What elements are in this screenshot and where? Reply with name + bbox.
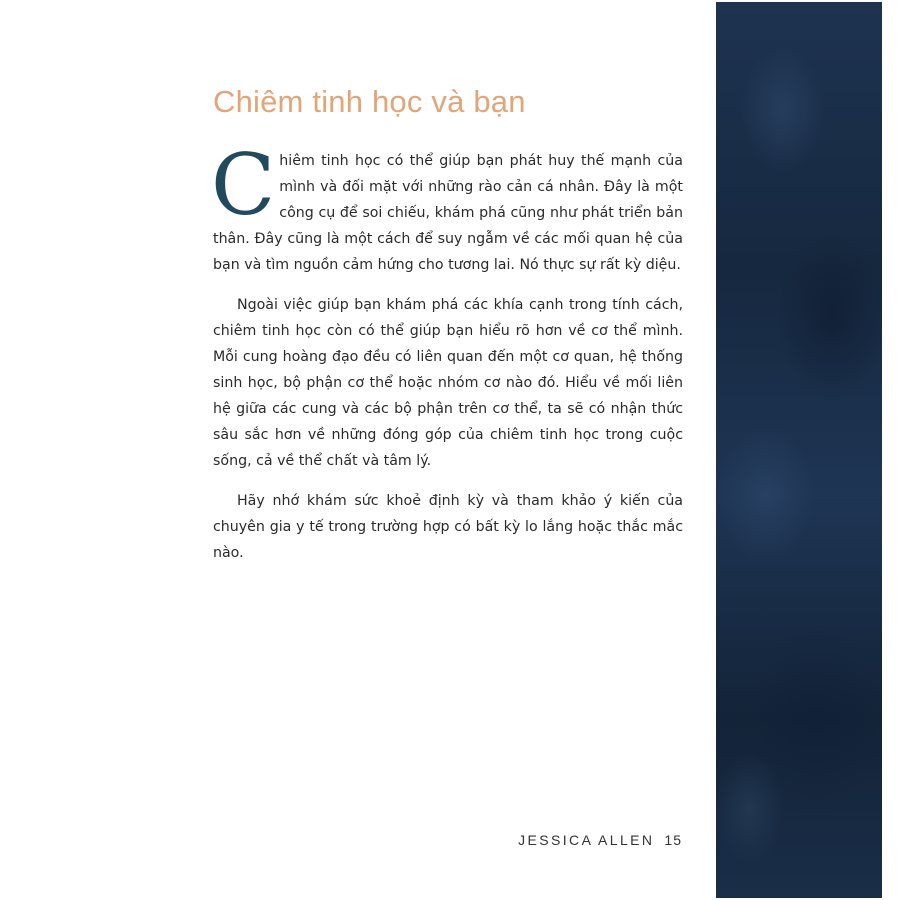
paragraph-2: Ngoài việc giúp bạn khám phá các khía cạnh trong tính cách, chiêm tinh học còn có thể giúp bạn hiểu rõ hơn về cơ thể mình. Mỗi cung hoàng đạo đều có liên quan đến một cơ quan, hệ thống sinh học, bộ phận cơ thể hoặc nhóm cơ nào đó. Hiểu về mối liên hệ giữa các cung và các bộ phận trên cơ thể, ta sẽ có nhận thức sâu sắc hơn về những đóng góp của chiêm tinh học trong cuộc sống, cả về thể chất và tâm lý. <box>213 297 683 469</box>
page-footer <box>518 832 682 848</box>
page-number: 15 <box>664 832 682 848</box>
paragraph-3: Hãy nhớ khám sức khoẻ định kỳ và tham khảo ý kiến của chuyên gia y tế trong trường hợp có bất kỳ lo lắng hoặc thắc mắc nào. <box>213 493 683 561</box>
page-title: Chiêm tinh học và bạn <box>213 84 526 119</box>
author-name: JESSICA ALLEN <box>518 832 655 848</box>
paragraph-1 <box>211 136 683 278</box>
body-text <box>211 136 683 580</box>
paragraph-1-text: hiêm tinh học có thể giúp bạn phát huy thế mạnh của mình và đối mặt với những rào cản cá nhân. Đây là một công cụ để soi chiếu, khám phá cũng như phát triển bản thân. Đây cũng là một cách để suy ngẫm về các mối quan hệ của bạn và tìm nguồn cảm hứng cho tương lai. Nó thực sự rất kỳ diệu. <box>213 153 683 273</box>
decorative-side-band <box>716 2 882 898</box>
drop-cap: C <box>211 136 276 234</box>
